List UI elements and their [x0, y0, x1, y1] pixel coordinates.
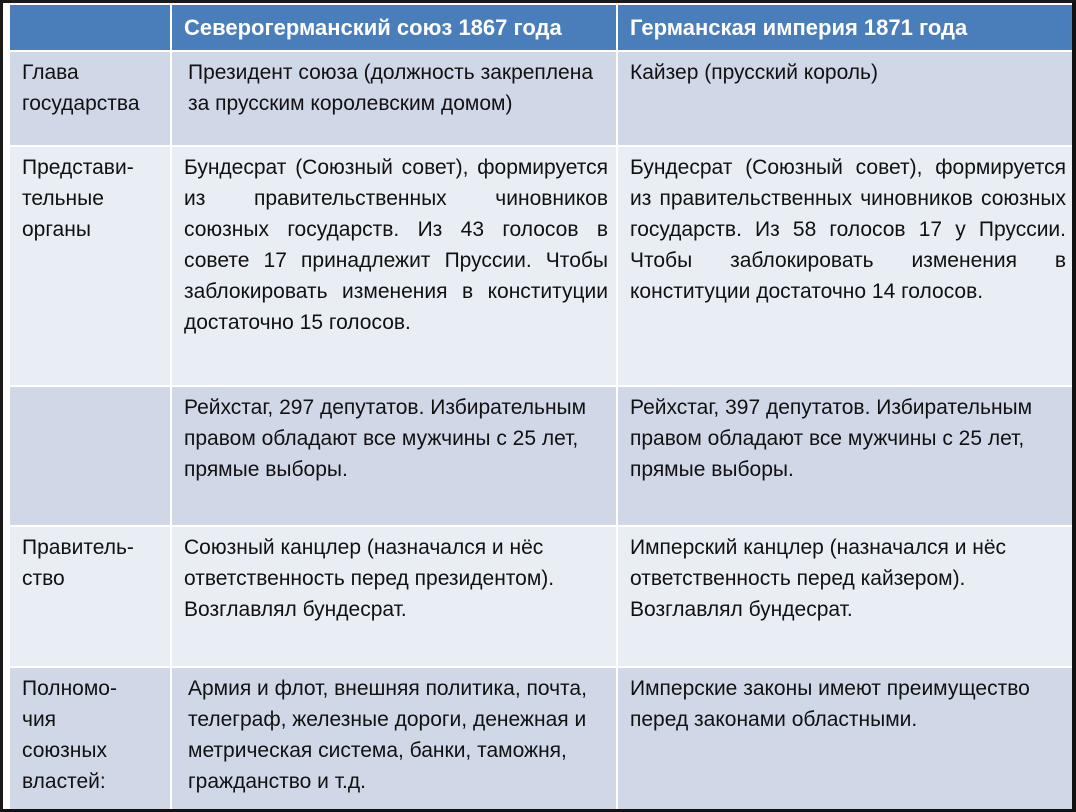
cell-confederation: Президент союза (должность закреплена за прусским королевским домом) — [172, 52, 616, 145]
row-label: Представи- тельные органы — [10, 147, 170, 385]
cell-empire: Кайзер (прусский король) — [618, 52, 1074, 145]
cell-empire: Бундесрат (Союзный совет), формируется из правительственных чиновников союзных государств. Из 58 голосов 17 у Пруссии. Чтобы заблокировать изменения в конституции достаточно 14 голосов. — [618, 147, 1074, 385]
table-row-representative-bodies — [10, 147, 1074, 385]
cell-empire: Имперские законы имеют преимущество перед законами областными. — [618, 668, 1074, 810]
row-label: Глава государства — [10, 52, 170, 145]
cell-empire: Имперский канцлер (назначался и нёс ответственность перед кайзером). Возглавлял бундесрат. — [618, 527, 1074, 665]
cell-confederation: Бундесрат (Союзный совет), формируется из правительственных чиновников союзных государств. Из 43 голосов в совете 17 принадлежит Пруссии. Чтобы заблокировать изменения в конституции достаточно 15 голосов. — [172, 147, 616, 385]
cell-empire: Рейхстаг, 397 депутатов. Избирательным правом обладают все мужчины с 25 лет, прямые выборы. — [618, 387, 1074, 525]
table-row-government — [10, 527, 1074, 665]
row-label — [10, 387, 170, 525]
table-row-head-of-state — [10, 52, 1074, 145]
header-north-german-confederation: Северогерманский союз 1867 года — [172, 5, 616, 50]
table-row-federal-powers — [10, 668, 1074, 810]
row-label: Полномо- чия союзных властей: — [10, 668, 170, 810]
row-label: Правитель- ство — [10, 527, 170, 665]
header-corner-cell — [10, 5, 170, 50]
comparison-table — [8, 3, 1076, 812]
cell-confederation: Армия и флот, внешняя политика, почта, телеграф, железные дороги, денежная и метрическая система, банки, таможня, гражданство и т.д. — [172, 668, 616, 810]
table-row-reichstag — [10, 387, 1074, 525]
cell-confederation: Рейхстаг, 297 депутатов. Избирательным правом обладают все мужчины с 25 лет, прямые выборы. — [172, 387, 616, 525]
header-german-empire: Германская империя 1871 года — [618, 5, 1074, 50]
header-row — [10, 5, 1074, 50]
cell-confederation: Союзный канцлер (назначался и нёс ответственность перед президентом). Возглавлял бундесрат. — [172, 527, 616, 665]
